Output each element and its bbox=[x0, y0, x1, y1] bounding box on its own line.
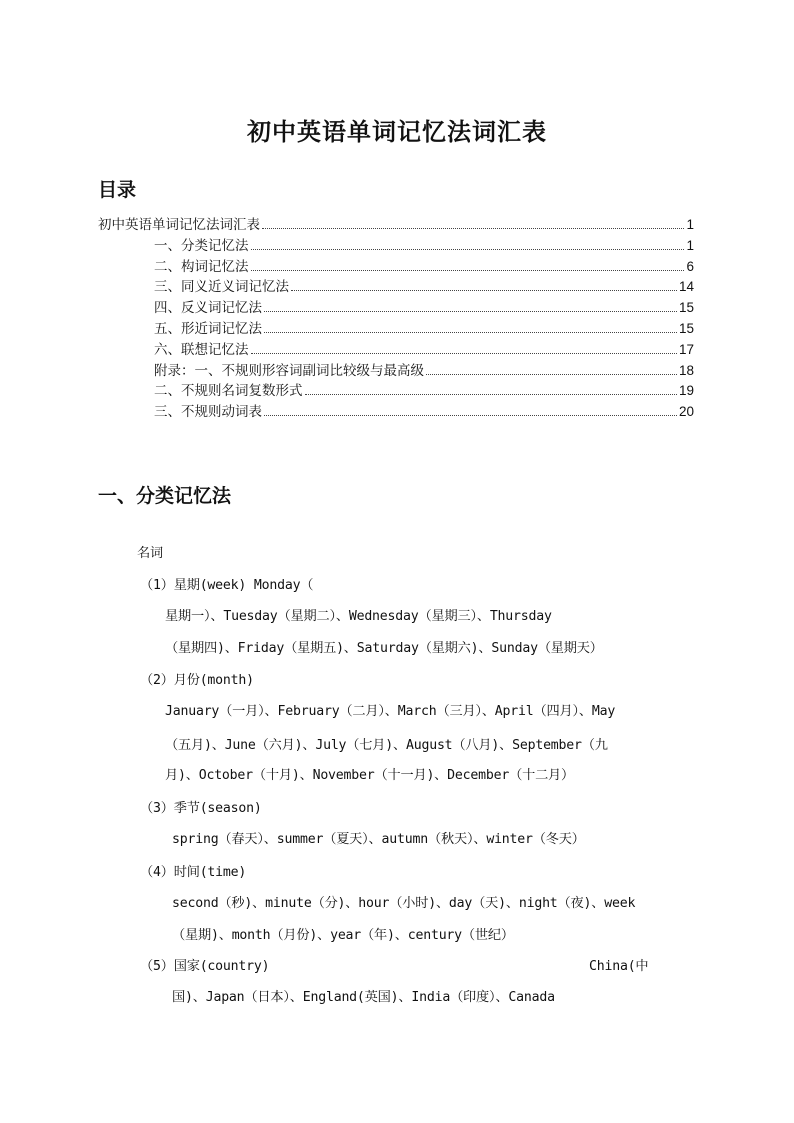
toc-entry-label: 附录：一、不规则形容词副词比较级与最高级 bbox=[154, 362, 424, 379]
toc-entry-page: 17 bbox=[678, 341, 694, 357]
body-line: second（秒)、minute（分)、hour（小时)、day（天)、night（夜)、week bbox=[172, 896, 636, 911]
body-line: January（一月）、February（二月）、March（三月）、April（四月）、May bbox=[165, 704, 616, 719]
body-line: （3）季节(season) bbox=[140, 801, 262, 816]
toc-heading: 目录 bbox=[98, 179, 137, 201]
body-line: spring（春天）、summer（夏天）、autumn（秋天）、winter（冬天） bbox=[172, 832, 585, 847]
toc-entry-page: 6 bbox=[686, 258, 694, 274]
toc-entry-label: 一、分类记忆法 bbox=[154, 237, 249, 254]
body-line: （5）国家(country) bbox=[140, 959, 270, 974]
toc-entry-page: 15 bbox=[678, 300, 694, 316]
toc-entry-page: 18 bbox=[678, 362, 694, 378]
body-line: 月)、October（十月)、November（十一月)、December（十二月） bbox=[165, 768, 575, 783]
body-line: 星期一）、Tuesday（星期二）、Wednesday（星期三）、Thursday bbox=[165, 609, 552, 624]
toc-entry-label: 三、同义近义词记忆法 bbox=[154, 279, 289, 296]
toc-entry-label: 三、不规则动词表 bbox=[154, 404, 262, 421]
body-line: China(中 bbox=[589, 959, 649, 974]
toc-entry-label: 四、反义词记忆法 bbox=[154, 300, 262, 317]
body-line: （星期)、month（月份)、year（年)、century（世纪） bbox=[172, 928, 514, 943]
toc-entry-page: 19 bbox=[678, 383, 694, 399]
body-line: （五月)、June（六月)、July（七月)、August（八月)、September（九 bbox=[165, 738, 608, 753]
toc-entry-label: 初中英语单词记忆法词汇表 bbox=[98, 217, 260, 233]
body-line: （1）星期(week) Monday（ bbox=[140, 578, 314, 593]
toc-entry-page: 15 bbox=[678, 320, 694, 336]
toc-entry-label: 二、构词记忆法 bbox=[154, 258, 249, 275]
toc-entry-page: 20 bbox=[678, 404, 694, 420]
body-line: 国)、Japan（日本）、England(英国)、India（印度）、Canada bbox=[172, 990, 555, 1005]
toc-entry-label: 五、形近词记忆法 bbox=[154, 320, 262, 337]
section-heading: 一、分类记忆法 bbox=[98, 485, 232, 507]
body-line: （2）月份(month) bbox=[140, 673, 254, 688]
document-title: 初中英语单词记忆法词汇表 bbox=[247, 118, 547, 146]
body-line: （星期四)、Friday（星期五)、Saturday（星期六)、Sunday（星期天） bbox=[165, 641, 603, 656]
toc-entry-page: 14 bbox=[678, 279, 694, 295]
toc-entry-page: 1 bbox=[686, 237, 694, 253]
toc-entry-page: 1 bbox=[686, 217, 694, 232]
body-line: （4）时间(time) bbox=[140, 865, 247, 880]
toc-entry-label: 二、不规则名词复数形式 bbox=[154, 383, 303, 400]
toc-entry-label: 六、联想记忆法 bbox=[154, 341, 249, 358]
noun-label: 名词 bbox=[137, 546, 163, 561]
